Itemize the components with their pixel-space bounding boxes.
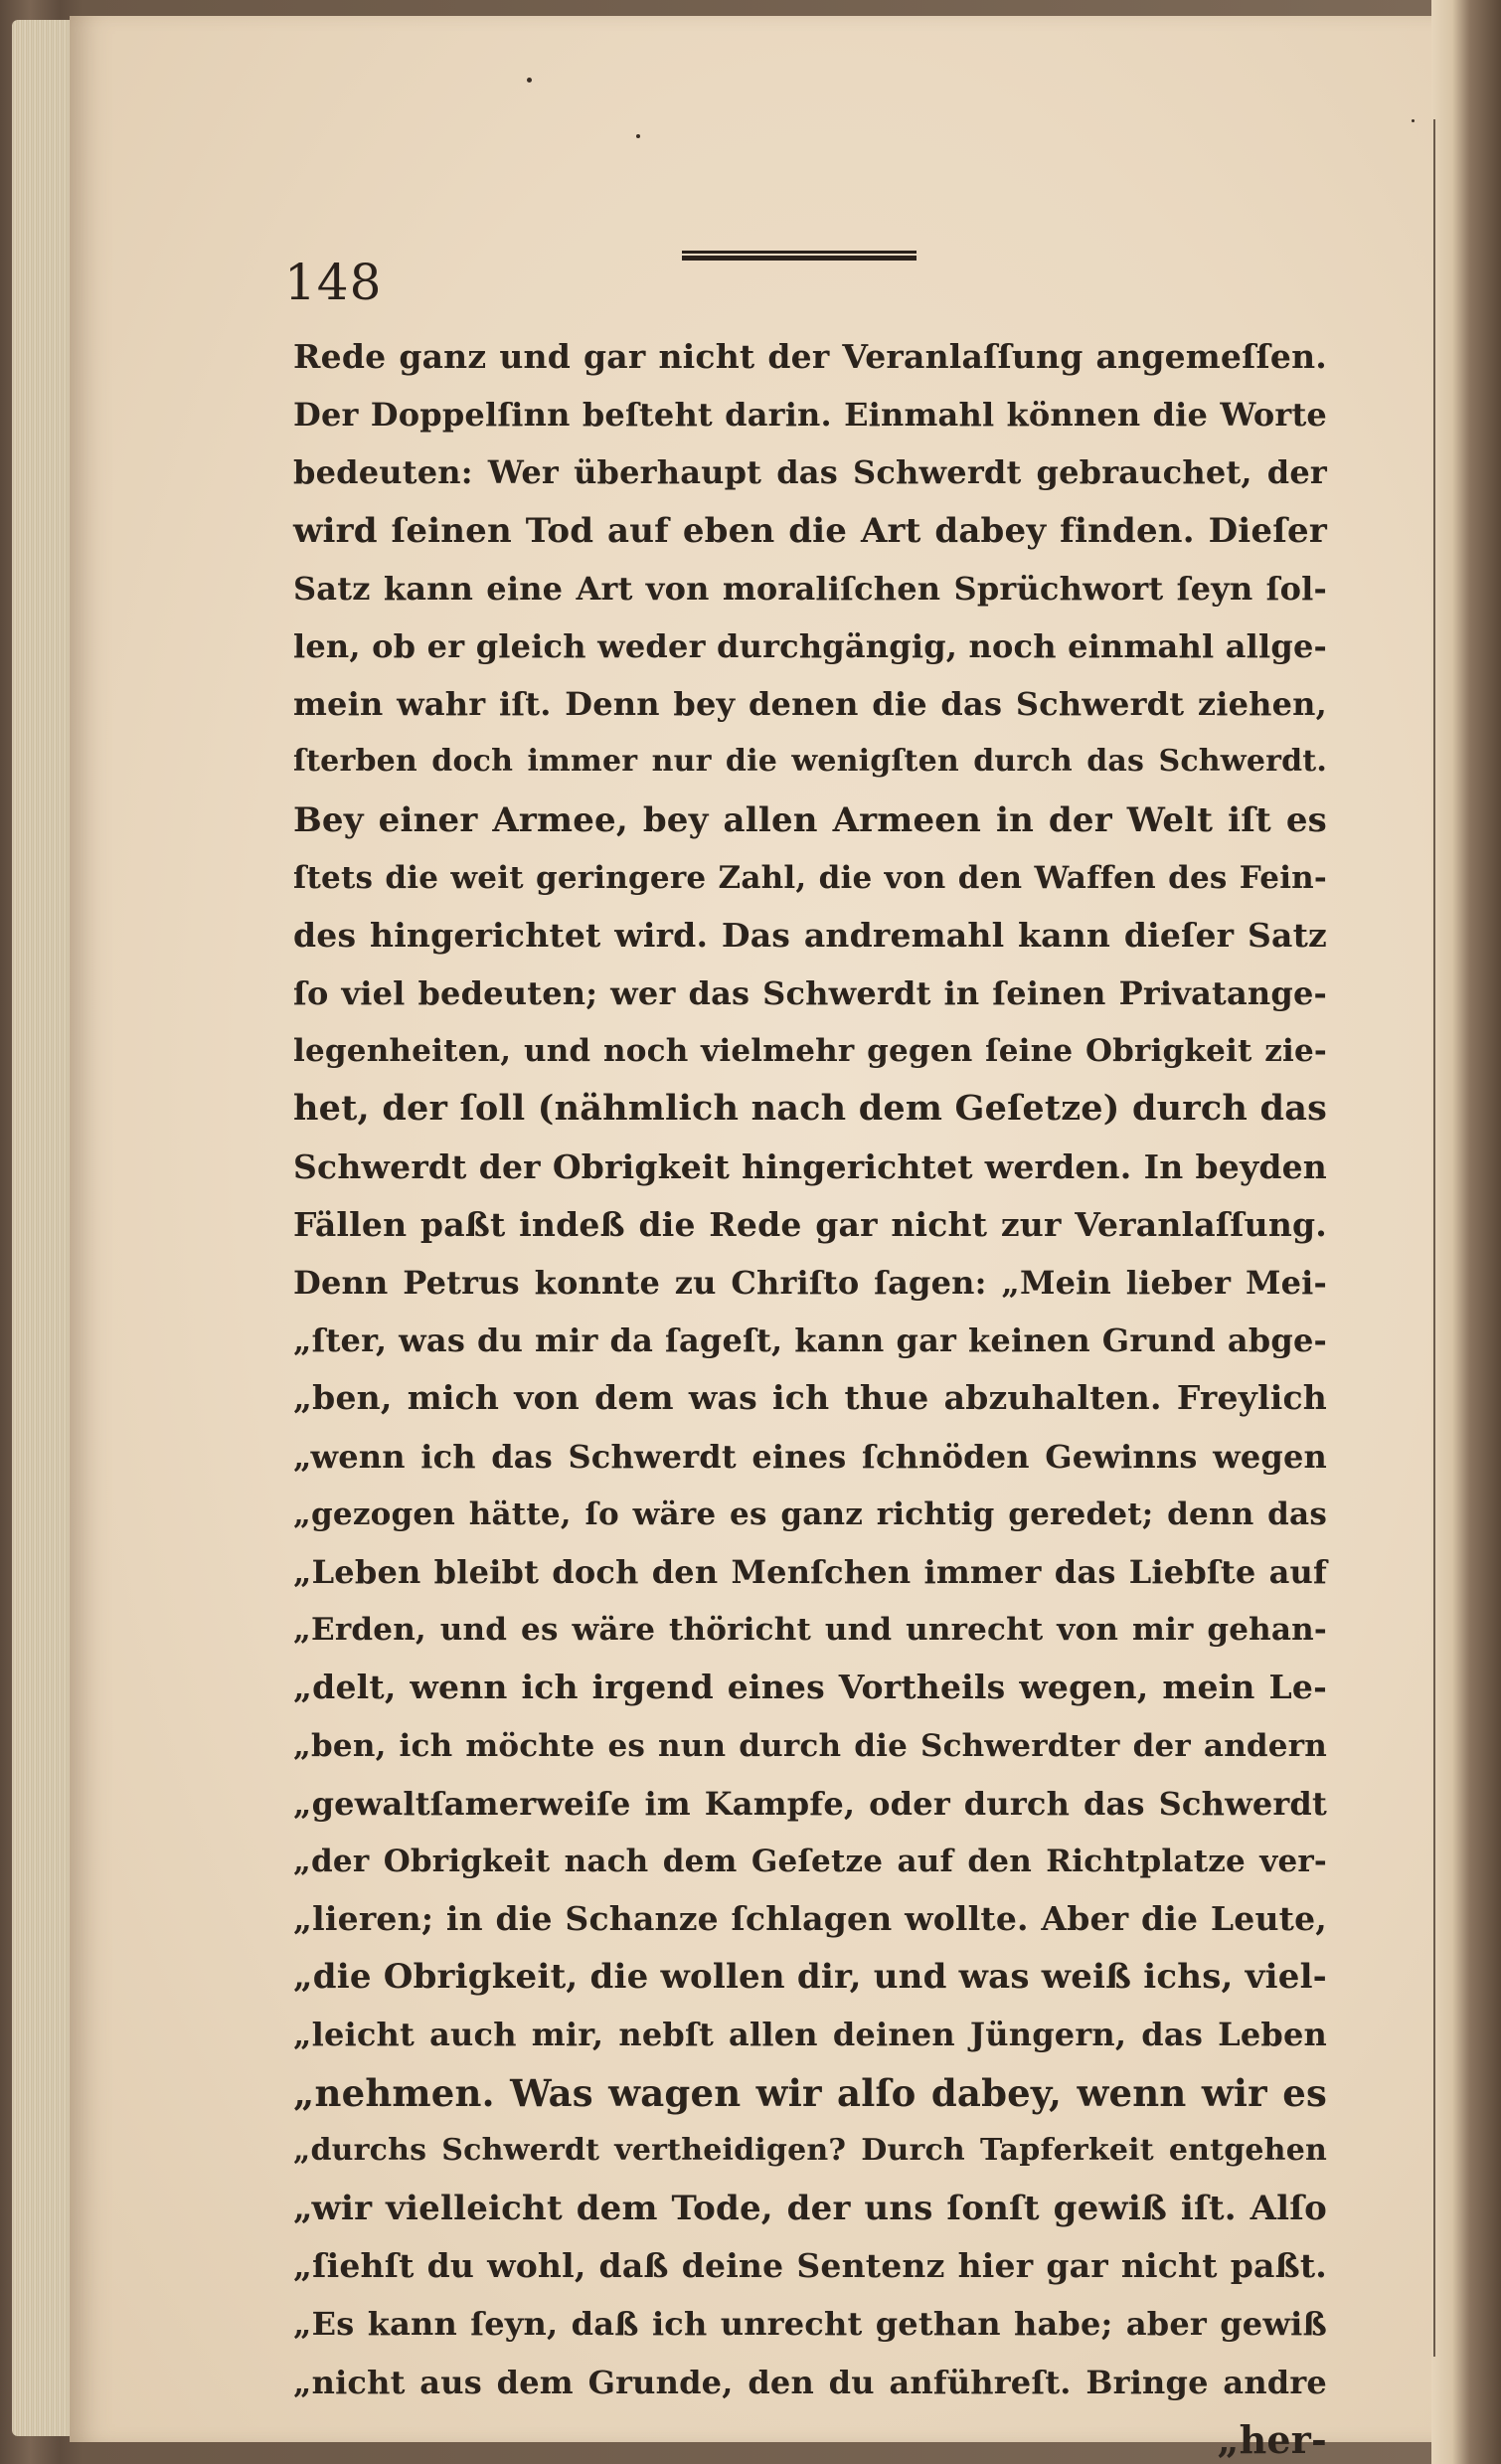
text-line: „delt, wenn ich irgend eines Vortheils wegen, mein Le- xyxy=(293,1668,1327,1707)
text-line: „ſiehſt du wohl, daß deine Sentenz hier gar nicht paßt. xyxy=(293,2246,1327,2286)
text-line: bedeuten: Wer überhaupt das Schwerdt gebrauchet, der xyxy=(293,453,1327,492)
body-text xyxy=(293,328,1327,2464)
text-line: Rede ganz und gar nicht der Veranlaſſung angemeſſen. xyxy=(293,337,1327,376)
binding-line xyxy=(1433,119,1435,2357)
text-line: Fällen paßt indeß die Rede gar nicht zur Veranlaſſung. xyxy=(293,1204,1327,1244)
text-line: „wenn ich das Schwerdt eines ſchnöden Gewinns wegen xyxy=(293,1437,1327,1476)
text-line: „ſter, was du mir da ſageſt, kann gar keinen Grund abge- xyxy=(293,1321,1327,1360)
text-line: ſtets die weit geringere Zahl, die von den Waffen des Fein- xyxy=(293,859,1327,896)
text-line: legenheiten, und noch vielmehr gegen ſeine Obrigkeit zie- xyxy=(293,1033,1327,1070)
text-line: „ben, ich möchte es nun durch die Schwerdter der andern xyxy=(293,1727,1327,1764)
text-line: „die Obrigkeit, die wollen dir, und was weiß ichs, viel- xyxy=(293,1957,1327,1998)
text-line: ſterben doch immer nur die wenigſten durch das Schwerdt. xyxy=(293,744,1327,780)
text-line: „leicht auch mir, nebſt allen deinen Jüngern, das Leben xyxy=(293,2016,1327,2054)
text-line: „nicht aus dem Grunde, den du anführeſt. Bringe andre xyxy=(293,2363,1327,2401)
binding-edge xyxy=(1431,0,1501,2464)
text-line: Denn Petrus konnte zu Chriſto ſagen: „Mein lieber Mei- xyxy=(293,1264,1327,1302)
text-line: Der Doppelſinn beſteht darin. Einmahl können die Worte xyxy=(293,396,1327,435)
text-line: „lieren; in die Schanze ſchlagen wollte. Aber die Leute, xyxy=(293,1899,1327,1939)
ink-speck xyxy=(1412,119,1415,122)
text-line: „gezogen hätte, ſo wäre es ganz richtig geredet; denn das xyxy=(293,1496,1327,1532)
header-rule xyxy=(682,251,917,261)
text-line: Satz kann eine Art von moraliſchen Sprüchwort ſeyn ſol- xyxy=(293,569,1327,608)
text-line: „ben, mich von dem was ich thue abzuhalten. Freylich xyxy=(293,1378,1327,1418)
text-line: mein wahr iſt. Denn bey denen die das Schwerdt ziehen, xyxy=(293,685,1327,724)
catchword: „her- xyxy=(1217,2416,1327,2462)
text-line: „der Obrigkeit nach dem Geſetze auf den Richtplatze ver- xyxy=(293,1843,1327,1879)
text-line: des hingerichtet wird. Das andremahl kann dieſer Satz xyxy=(293,915,1327,955)
text-line: „gewaltſamerweiſe im Kampfe, oder durch das Schwerdt xyxy=(293,1784,1327,1823)
text-line: „Erden, und es wäre thöricht und unrecht von mir gehan- xyxy=(293,1612,1327,1649)
text-line: „Leben bleibt doch den Menſchen immer das Liebſte auf xyxy=(293,1552,1327,1591)
ink-speck xyxy=(636,134,640,138)
page-number: 148 xyxy=(284,254,383,311)
text-line: „Es kann ſeyn, daß ich unrecht gethan habe; aber gewiß xyxy=(293,2305,1327,2344)
text-line: wird ſeinen Tod auf eben die Art dabey finden. Dieſer xyxy=(293,510,1327,551)
text-line: ſo viel bedeuten; wer das Schwerdt in ſeinen Privatange- xyxy=(293,974,1327,1013)
ink-speck xyxy=(527,78,532,83)
text-line: Bey einer Armee, bey allen Armeen in der Welt iſt es xyxy=(293,799,1327,840)
text-line: „durchs Schwerdt vertheidigen? Durch Tapferkeit entgehen xyxy=(293,2132,1327,2168)
text-line: Schwerdt der Obrigkeit hingerichtet werden. In beyden xyxy=(293,1146,1327,1186)
text-line: len, ob er gleich weder durchgängig, noch einmahl allge- xyxy=(293,626,1327,665)
text-line: het, der ſoll (nähmlich nach dem Geſetze) durch das xyxy=(293,1088,1327,1130)
text-line: „nehmen. Was wagen wir alſo dabey, wenn wir es xyxy=(293,2070,1327,2115)
text-line: „wir vielleicht dem Tode, der uns ſonſt gewiß iſt. Alſo xyxy=(293,2189,1327,2228)
